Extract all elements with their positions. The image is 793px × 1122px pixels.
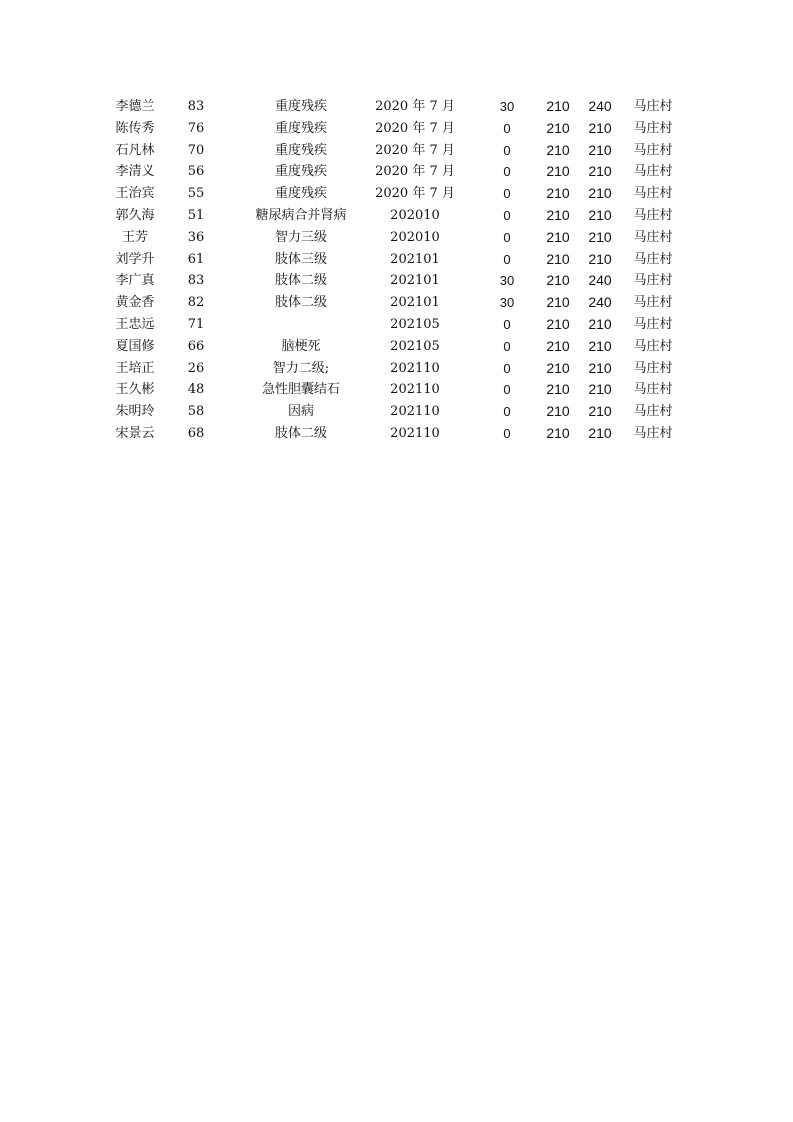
base-cell: 210 bbox=[546, 185, 570, 202]
extra-cell: 0 bbox=[503, 207, 511, 223]
date-cell: 202110 bbox=[390, 404, 440, 420]
reason-cell: 重度残疾 bbox=[274, 142, 327, 158]
reason-cell: 重度残疾 bbox=[274, 164, 327, 180]
age-cell: 66 bbox=[187, 338, 205, 354]
name-cell: 李广真 bbox=[115, 273, 155, 289]
extra-cell: 0 bbox=[503, 120, 511, 136]
date-cell: 2020 年 7 月 bbox=[375, 164, 455, 180]
date-cell: 202110 bbox=[390, 425, 440, 441]
name-cell: 夏国修 bbox=[115, 338, 155, 354]
extra-cell: 0 bbox=[503, 425, 511, 441]
village-cell: 马庄村 bbox=[633, 295, 673, 311]
extra-cell: 0 bbox=[503, 382, 511, 398]
total-cell: 210 bbox=[588, 228, 612, 245]
reason-cell: 脑梗死 bbox=[281, 338, 321, 354]
table-row bbox=[0, 270, 793, 292]
base-cell: 210 bbox=[546, 337, 570, 354]
age-cell: 26 bbox=[187, 360, 205, 376]
total-cell: 210 bbox=[588, 381, 612, 398]
reason-cell: 急性胆囊结石 bbox=[261, 382, 340, 398]
date-cell: 202110 bbox=[390, 382, 440, 398]
total-cell: 240 bbox=[588, 272, 612, 289]
age-cell: 70 bbox=[187, 142, 205, 158]
total-cell: 210 bbox=[588, 424, 612, 441]
base-cell: 210 bbox=[546, 272, 570, 289]
total-cell: 240 bbox=[588, 294, 612, 311]
extra-cell: 0 bbox=[503, 316, 511, 332]
extra-cell: 0 bbox=[503, 186, 511, 202]
extra-cell: 30 bbox=[499, 99, 515, 114]
total-cell: 210 bbox=[588, 315, 612, 332]
table-row bbox=[0, 249, 793, 271]
table-row bbox=[0, 161, 793, 183]
name-cell: 李清义 bbox=[115, 164, 155, 180]
age-cell: 71 bbox=[187, 316, 205, 332]
date-cell: 202010 bbox=[390, 229, 440, 245]
table-row bbox=[0, 358, 793, 380]
reason-cell: 因病 bbox=[287, 404, 314, 420]
base-cell: 210 bbox=[546, 381, 570, 398]
date-cell: 2020 年 7 月 bbox=[375, 186, 455, 202]
table-row bbox=[0, 401, 793, 423]
base-cell: 210 bbox=[546, 228, 570, 245]
table-row bbox=[0, 336, 793, 358]
age-cell: 58 bbox=[187, 404, 205, 420]
extra-cell: 0 bbox=[503, 251, 511, 267]
table-row bbox=[0, 423, 793, 445]
total-cell: 240 bbox=[588, 98, 612, 114]
village-cell: 马庄村 bbox=[633, 382, 673, 398]
age-cell: 56 bbox=[187, 164, 205, 180]
name-cell: 郭久海 bbox=[115, 207, 155, 223]
reason-cell: 重度残疾 bbox=[274, 99, 327, 114]
extra-cell: 0 bbox=[503, 360, 511, 376]
name-cell: 王久彬 bbox=[115, 382, 155, 398]
name-cell: 石凡林 bbox=[115, 142, 155, 158]
extra-cell: 0 bbox=[503, 164, 511, 180]
date-cell: 2020 年 7 月 bbox=[375, 99, 455, 114]
total-cell: 210 bbox=[588, 250, 612, 267]
table-row bbox=[0, 292, 793, 314]
date-cell: 202105 bbox=[390, 338, 440, 354]
village-cell: 马庄村 bbox=[633, 251, 673, 267]
name-cell: 朱明玲 bbox=[115, 404, 155, 420]
age-cell: 55 bbox=[187, 186, 205, 202]
date-cell: 202101 bbox=[390, 273, 440, 289]
table-row bbox=[0, 183, 793, 205]
date-cell: 202105 bbox=[390, 316, 440, 332]
extra-cell: 0 bbox=[503, 404, 511, 420]
extra-cell: 0 bbox=[503, 142, 511, 158]
name-cell: 宋景云 bbox=[115, 425, 155, 441]
total-cell: 210 bbox=[588, 403, 612, 420]
roster-table bbox=[0, 96, 793, 445]
age-cell: 61 bbox=[187, 251, 205, 267]
name-cell: 李德兰 bbox=[115, 99, 155, 114]
village-cell: 马庄村 bbox=[633, 338, 673, 354]
table-row bbox=[0, 96, 793, 118]
extra-cell: 30 bbox=[499, 295, 515, 311]
date-cell: 2020 年 7 月 bbox=[375, 120, 455, 136]
village-cell: 马庄村 bbox=[633, 120, 673, 136]
table-row bbox=[0, 379, 793, 401]
base-cell: 210 bbox=[546, 250, 570, 267]
age-cell: 68 bbox=[187, 425, 205, 441]
total-cell: 210 bbox=[588, 359, 612, 376]
reason-cell: 肢体二级 bbox=[274, 295, 327, 311]
reason-cell: 肢体二级 bbox=[274, 273, 327, 289]
total-cell: 210 bbox=[588, 119, 612, 136]
village-cell: 马庄村 bbox=[633, 425, 673, 441]
table-row bbox=[0, 227, 793, 249]
reason-cell: 糖尿病合并肾病 bbox=[255, 207, 347, 223]
date-cell: 202110 bbox=[390, 360, 440, 376]
date-cell: 202010 bbox=[390, 207, 440, 223]
date-cell: 202101 bbox=[390, 251, 440, 267]
base-cell: 210 bbox=[546, 141, 570, 158]
date-cell: 202101 bbox=[390, 295, 440, 311]
total-cell: 210 bbox=[588, 206, 612, 223]
age-cell: 83 bbox=[187, 99, 205, 114]
total-cell: 210 bbox=[588, 337, 612, 354]
extra-cell: 0 bbox=[503, 229, 511, 245]
reason-cell: 智力二级; bbox=[272, 360, 330, 376]
reason-cell: 智力三级 bbox=[274, 229, 327, 245]
village-cell: 马庄村 bbox=[633, 99, 673, 114]
name-cell: 刘学升 bbox=[115, 251, 155, 267]
extra-cell: 0 bbox=[503, 338, 511, 354]
village-cell: 马庄村 bbox=[633, 273, 673, 289]
base-cell: 210 bbox=[546, 294, 570, 311]
age-cell: 76 bbox=[187, 120, 205, 136]
name-cell: 王治宾 bbox=[115, 186, 155, 202]
extra-cell: 30 bbox=[499, 273, 515, 289]
total-cell: 210 bbox=[588, 185, 612, 202]
name-cell: 陈传秀 bbox=[115, 120, 155, 136]
base-cell: 210 bbox=[546, 315, 570, 332]
base-cell: 210 bbox=[546, 424, 570, 441]
name-cell: 王忠远 bbox=[115, 316, 155, 332]
table-row bbox=[0, 118, 793, 140]
base-cell: 210 bbox=[546, 206, 570, 223]
base-cell: 210 bbox=[546, 163, 570, 180]
reason-cell: 肢体三级 bbox=[274, 251, 327, 267]
base-cell: 210 bbox=[546, 359, 570, 376]
total-cell: 210 bbox=[588, 163, 612, 180]
table-row bbox=[0, 140, 793, 162]
reason-cell: 重度残疾 bbox=[274, 186, 327, 202]
village-cell: 马庄村 bbox=[633, 316, 673, 332]
age-cell: 48 bbox=[187, 382, 205, 398]
village-cell: 马庄村 bbox=[633, 404, 673, 420]
age-cell: 82 bbox=[187, 295, 205, 311]
base-cell: 210 bbox=[546, 98, 570, 114]
table-row bbox=[0, 314, 793, 336]
table-row bbox=[0, 205, 793, 227]
total-cell: 210 bbox=[588, 141, 612, 158]
name-cell: 黄金香 bbox=[115, 295, 155, 311]
village-cell: 马庄村 bbox=[633, 229, 673, 245]
age-cell: 36 bbox=[187, 229, 205, 245]
village-cell: 马庄村 bbox=[633, 207, 673, 223]
name-cell: 王培正 bbox=[115, 360, 155, 376]
base-cell: 210 bbox=[546, 119, 570, 136]
village-cell: 马庄村 bbox=[633, 164, 673, 180]
age-cell: 83 bbox=[187, 273, 205, 289]
village-cell: 马庄村 bbox=[633, 360, 673, 376]
village-cell: 马庄村 bbox=[633, 186, 673, 202]
reason-cell: 重度残疾 bbox=[274, 120, 327, 136]
date-cell: 2020 年 7 月 bbox=[375, 142, 455, 158]
name-cell: 王芳 bbox=[121, 229, 148, 245]
base-cell: 210 bbox=[546, 403, 570, 420]
age-cell: 51 bbox=[187, 207, 205, 223]
village-cell: 马庄村 bbox=[633, 142, 673, 158]
reason-cell: 肢体二级 bbox=[274, 425, 327, 441]
